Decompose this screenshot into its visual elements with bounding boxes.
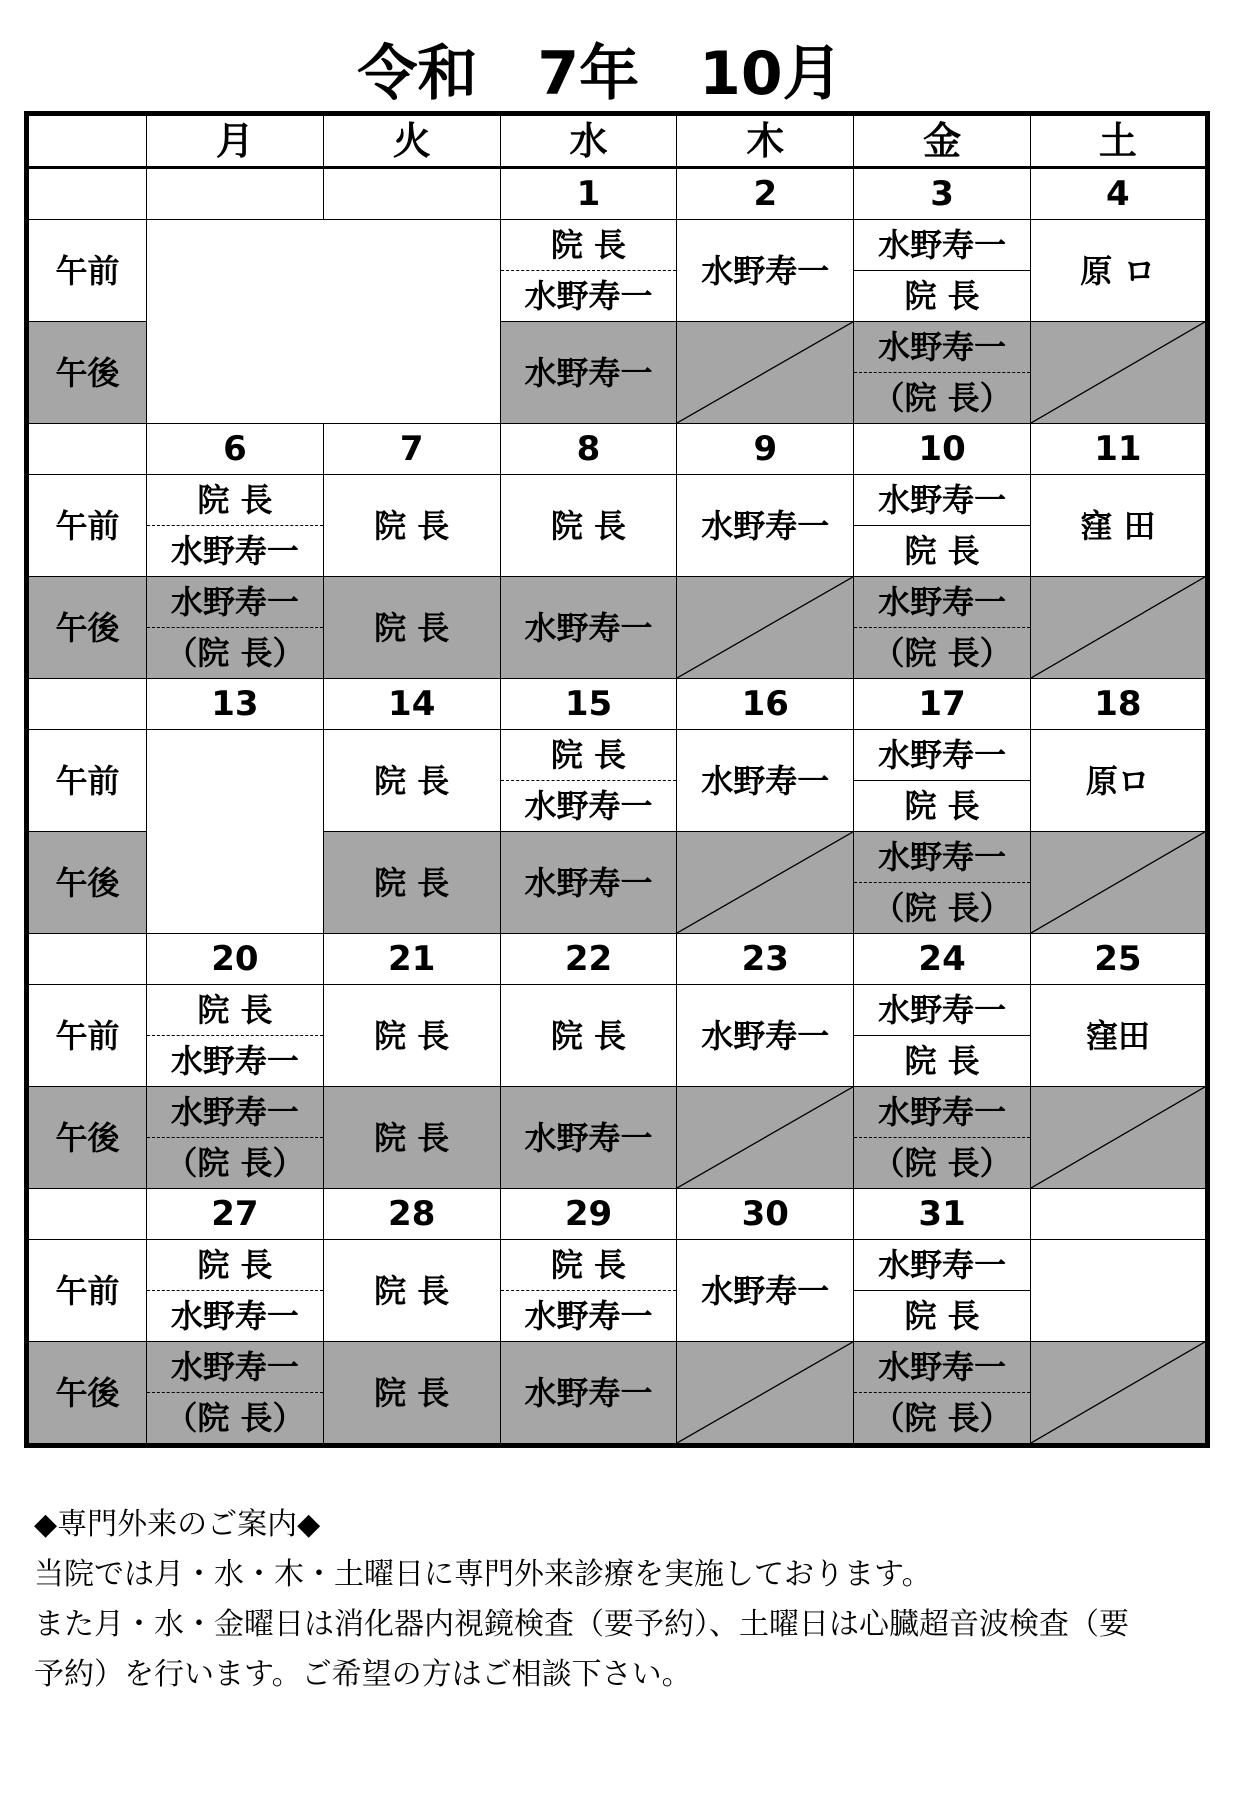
doctor-primary: 水野寿一 (854, 1240, 1030, 1291)
doctor-cell: 院 長 (500, 475, 677, 577)
doctor-primary: 水野寿一 (854, 322, 1030, 373)
date-cell: 24 (854, 934, 1031, 985)
am-row (27, 220, 1208, 322)
doctor-cell (854, 577, 1031, 679)
am-label: 午前 (27, 475, 147, 577)
diagonal-slash-icon (677, 1087, 853, 1188)
diagonal-slash-line (1031, 832, 1205, 933)
pm-label: 午後 (27, 832, 147, 934)
doctor-cell: 水野寿一 (500, 1087, 677, 1189)
date-row (27, 934, 1208, 985)
date-cell: 29 (500, 1189, 677, 1240)
doctor-cell: 原 ロ (1030, 220, 1207, 322)
schedule-table (24, 111, 1210, 1448)
am-row (27, 985, 1208, 1087)
no-clinic-cell (677, 577, 854, 679)
doctor-cell: 水野寿一 (677, 475, 854, 577)
doctor-secondary: （院 長） (872, 379, 1012, 417)
notice-heading: ◆専門外来のご案内◆ (34, 1507, 321, 1542)
doctor-cell (147, 1240, 324, 1342)
date-row (27, 1189, 1208, 1240)
diagonal-slash-icon (677, 577, 853, 678)
diagonal-slash-icon (1031, 832, 1205, 933)
am-label: 午前 (27, 985, 147, 1087)
weekday-sat: 土 (1030, 114, 1207, 168)
doctor-cell: 水野寿一 (677, 1240, 854, 1342)
date-cell: 18 (1030, 679, 1207, 730)
doctor-cell: 水野寿一 (500, 1342, 677, 1446)
date-cell: 20 (147, 934, 324, 985)
diagonal-slash-line (1031, 322, 1205, 423)
doctor-cell: 院 長 (323, 577, 500, 679)
diagonal-slash-line (677, 832, 853, 933)
doctor-primary: 水野寿一 (854, 577, 1030, 628)
doctor-cell: 水野寿一 (500, 577, 677, 679)
doctor-split (147, 1240, 323, 1341)
doctor-cell (854, 220, 1031, 322)
doctor-secondary: 水野寿一 (524, 787, 653, 825)
doctor-secondary: 水野寿一 (170, 532, 299, 570)
diagonal-slash-icon (1031, 322, 1205, 423)
pm-label: 午後 (27, 322, 147, 424)
no-clinic-cell (1030, 1342, 1207, 1446)
doctor-split (147, 1342, 323, 1443)
date-cell: 16 (677, 679, 854, 730)
date-cell: 25 (1030, 934, 1207, 985)
date-cell: 30 (677, 1189, 854, 1240)
date-cell: 13 (147, 679, 324, 730)
doctor-primary: 水野寿一 (854, 220, 1030, 271)
doctor-cell (854, 475, 1031, 577)
date-cell: 28 (323, 1189, 500, 1240)
date-label-cell (27, 679, 147, 730)
doctor-secondary: 院 長 (904, 1042, 980, 1080)
date-cell (1030, 1189, 1207, 1240)
doctor-cell: 水野寿一 (677, 220, 854, 322)
doctor-secondary: （院 長） (165, 1399, 305, 1437)
date-cell: 21 (323, 934, 500, 985)
doctor-primary: 水野寿一 (147, 1087, 323, 1138)
pm-row (27, 1087, 1208, 1189)
no-clinic-cell (1030, 832, 1207, 934)
doctor-cell (147, 1087, 324, 1189)
doctor-cell (147, 1342, 324, 1446)
date-cell: 17 (854, 679, 1031, 730)
doctor-cell (1030, 1240, 1207, 1342)
no-clinic-cell (1030, 1087, 1207, 1189)
doctor-cell (854, 1342, 1031, 1446)
weekday-thu: 木 (677, 114, 854, 168)
date-cell: 7 (323, 424, 500, 475)
date-cell: 15 (500, 679, 677, 730)
doctor-cell: 院 長 (323, 730, 500, 832)
doctor-split (501, 1240, 677, 1341)
am-row (27, 1240, 1208, 1342)
weekday-tue: 火 (323, 114, 500, 168)
doctor-cell (500, 730, 677, 832)
date-cell: 3 (854, 168, 1031, 220)
doctor-cell: 水野寿一 (500, 322, 677, 424)
date-cell: 6 (147, 424, 324, 475)
diagonal-slash-icon (1031, 1342, 1205, 1443)
diagonal-slash-line (677, 1342, 853, 1443)
no-clinic-cell (677, 1087, 854, 1189)
doctor-secondary: （院 長） (872, 1399, 1012, 1437)
date-cell (147, 168, 324, 220)
doctor-secondary: 院 長 (904, 1297, 980, 1335)
doctor-secondary: （院 長） (872, 889, 1012, 927)
am-row (27, 475, 1208, 577)
doctor-cell (147, 985, 324, 1087)
diagonal-slash-icon (677, 832, 853, 933)
date-cell: 27 (147, 1189, 324, 1240)
doctor-secondary: 水野寿一 (170, 1297, 299, 1335)
doctor-primary: 院 長 (501, 730, 677, 781)
doctor-split (147, 985, 323, 1086)
date-cell: 10 (854, 424, 1031, 475)
am-row (27, 730, 1208, 832)
pm-label: 午後 (27, 1342, 147, 1446)
doctor-secondary: 水野寿一 (170, 1042, 299, 1080)
diagonal-slash-icon (677, 322, 853, 423)
doctor-cell: 窪 田 (1030, 475, 1207, 577)
doctor-cell (147, 475, 324, 577)
doctor-cell: 院 長 (323, 1087, 500, 1189)
diagonal-slash-line (677, 322, 853, 423)
doctor-cell: 窪田 (1030, 985, 1207, 1087)
doctor-split (147, 577, 323, 678)
doctor-secondary: （院 長） (165, 1144, 305, 1182)
diagonal-slash-line (677, 1087, 853, 1188)
doctor-split (147, 1087, 323, 1188)
doctor-cell: 院 長 (323, 985, 500, 1087)
date-cell: 14 (323, 679, 500, 730)
weekday-wed: 水 (500, 114, 677, 168)
doctor-primary: 院 長 (501, 1240, 677, 1291)
doctor-cell (854, 1240, 1031, 1342)
doctor-primary: 水野寿一 (854, 1087, 1030, 1138)
doctor-primary: 院 長 (147, 985, 323, 1036)
doctor-cell (854, 832, 1031, 934)
doctor-primary: 水野寿一 (854, 985, 1030, 1036)
doctor-split (854, 1342, 1030, 1443)
doctor-primary: 水野寿一 (147, 577, 323, 628)
doctor-primary: 院 長 (147, 1240, 323, 1291)
doctor-split (854, 475, 1030, 576)
doctor-cell: 水野寿一 (677, 985, 854, 1087)
doctor-split (501, 730, 677, 831)
date-cell: 9 (677, 424, 854, 475)
date-label-cell (27, 1189, 147, 1240)
no-clinic-cell (1030, 322, 1207, 424)
weekday-fri: 金 (854, 114, 1031, 168)
doctor-cell: 院 長 (500, 985, 677, 1087)
doctor-split (854, 220, 1030, 321)
diagonal-slash-line (1031, 1342, 1205, 1443)
doctor-primary: 水野寿一 (854, 730, 1030, 781)
date-cell: 11 (1030, 424, 1207, 475)
pm-label: 午後 (27, 1087, 147, 1189)
date-cell: 2 (677, 168, 854, 220)
doctor-primary: 院 長 (147, 475, 323, 526)
doctor-cell (854, 985, 1031, 1087)
doctor-split (854, 322, 1030, 423)
diagonal-slash-line (1031, 577, 1205, 678)
doctor-primary: 水野寿一 (854, 832, 1030, 883)
weekday-mon: 月 (147, 114, 324, 168)
doctor-split (854, 730, 1030, 831)
header-corner (27, 114, 147, 168)
date-cell: 1 (500, 168, 677, 220)
doctor-secondary: 院 長 (904, 277, 980, 315)
doctor-primary: 水野寿一 (147, 1342, 323, 1393)
doctor-secondary: （院 長） (165, 634, 305, 672)
diagonal-slash-icon (1031, 1087, 1205, 1188)
doctor-cell (500, 220, 677, 322)
doctor-cell: 院 長 (323, 1342, 500, 1446)
doctor-secondary: 水野寿一 (524, 1297, 653, 1335)
doctor-split (501, 220, 677, 321)
date-cell: 23 (677, 934, 854, 985)
date-cell: 4 (1030, 168, 1207, 220)
diagonal-slash-icon (677, 1342, 853, 1443)
doctor-primary: 水野寿一 (854, 475, 1030, 526)
doctor-split (854, 577, 1030, 678)
no-clinic-cell (1030, 577, 1207, 679)
date-row (27, 679, 1208, 730)
date-cell: 22 (500, 934, 677, 985)
doctor-cell: 院 長 (323, 1240, 500, 1342)
doctor-primary: 院 長 (501, 220, 677, 271)
date-label-cell (27, 424, 147, 475)
date-label-cell (27, 934, 147, 985)
pm-label: 午後 (27, 577, 147, 679)
no-clinic-cell (677, 1342, 854, 1446)
am-label: 午前 (27, 1240, 147, 1342)
pm-row (27, 577, 1208, 679)
doctor-secondary: 院 長 (904, 532, 980, 570)
page-title: 令和 7年 10月 (357, 39, 843, 109)
notice-line: また月・水・金曜日は消化器内視鏡検査（要予約）、土曜日は心臓超音波検査（要 (34, 1607, 1129, 1642)
date-row (27, 168, 1208, 220)
am-label: 午前 (27, 220, 147, 322)
doctor-secondary: 水野寿一 (524, 277, 653, 315)
doctor-cell (147, 577, 324, 679)
date-label-cell (27, 168, 147, 220)
doctor-cell: 院 長 (323, 832, 500, 934)
date-cell: 8 (500, 424, 677, 475)
pm-row (27, 1342, 1208, 1446)
doctor-secondary: （院 長） (872, 1144, 1012, 1182)
doctor-cell (854, 730, 1031, 832)
date-row (27, 424, 1208, 475)
notice-line: 当院では月・水・木・土曜日に専門外来診療を実施しております。 (34, 1557, 932, 1592)
doctor-cell: 原ロ (1030, 730, 1207, 832)
closed-cell (147, 220, 501, 424)
diagonal-slash-icon (1031, 577, 1205, 678)
diagonal-slash-line (677, 577, 853, 678)
doctor-cell: 水野寿一 (677, 730, 854, 832)
doctor-cell (500, 1240, 677, 1342)
no-clinic-cell (677, 322, 854, 424)
doctor-split (854, 832, 1030, 933)
am-label: 午前 (27, 730, 147, 832)
notice-line: 予約）を行います。ご希望の方はご相談下さい。 (34, 1657, 692, 1692)
doctor-split (854, 985, 1030, 1086)
date-cell: 31 (854, 1189, 1031, 1240)
date-cell (323, 168, 500, 220)
doctor-secondary: （院 長） (872, 634, 1012, 672)
weekday-header-row (27, 114, 1208, 168)
doctor-cell: 院 長 (323, 475, 500, 577)
no-clinic-cell (677, 832, 854, 934)
doctor-secondary: 院 長 (904, 787, 980, 825)
notice-section (34, 1500, 1214, 1700)
doctor-cell: 水野寿一 (500, 832, 677, 934)
doctor-cell (854, 322, 1031, 424)
doctor-split (854, 1087, 1030, 1188)
diagonal-slash-line (1031, 1087, 1205, 1188)
doctor-split (147, 475, 323, 576)
closed-cell (147, 730, 324, 934)
doctor-cell (854, 1087, 1031, 1189)
doctor-split (854, 1240, 1030, 1341)
doctor-primary: 水野寿一 (854, 1342, 1030, 1393)
